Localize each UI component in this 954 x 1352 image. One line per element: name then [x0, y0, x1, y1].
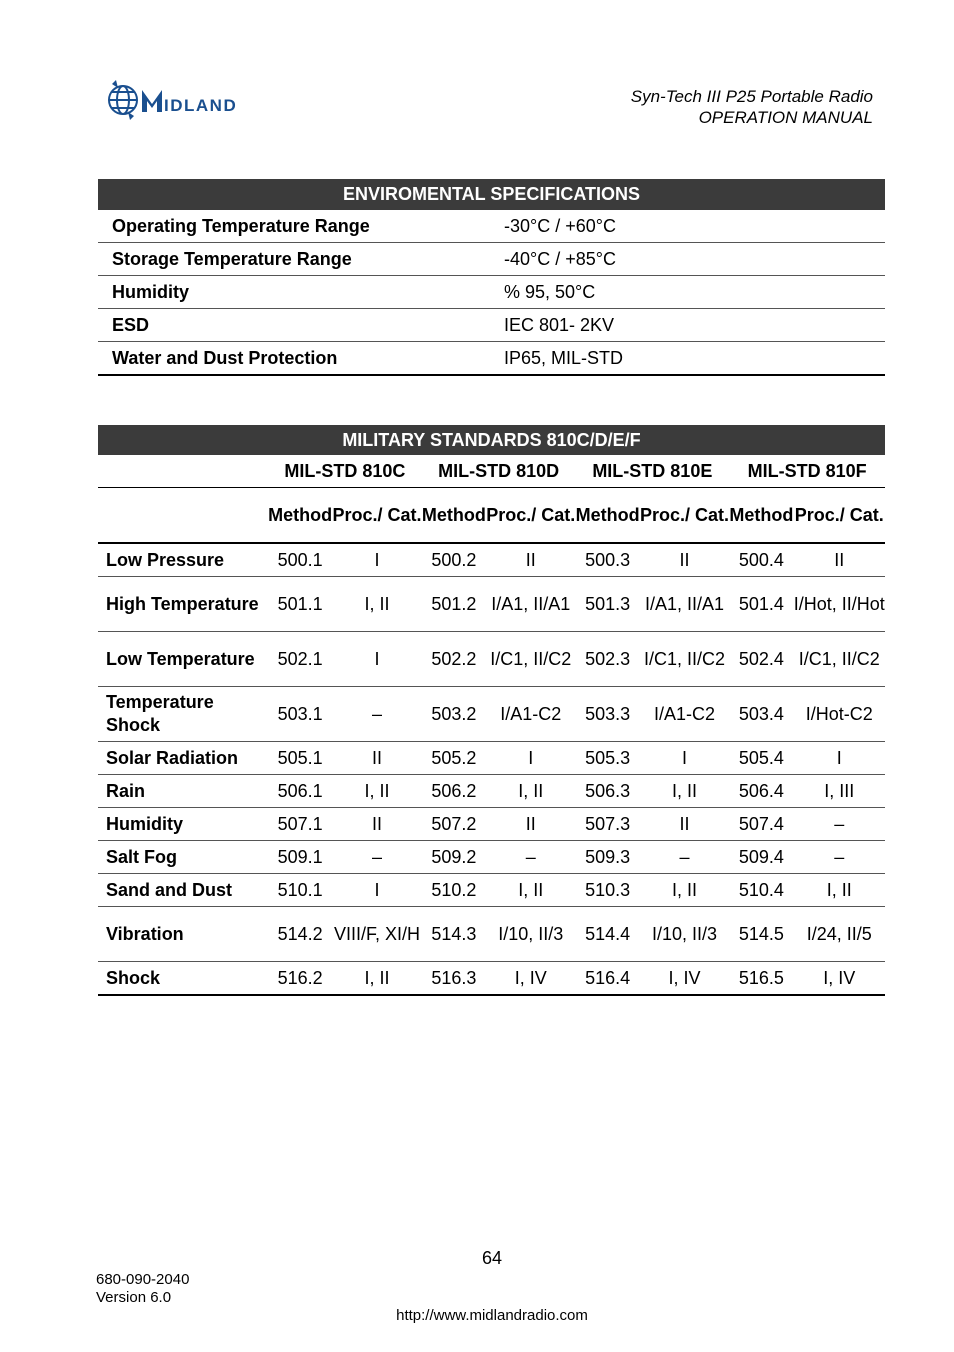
footer-url: http://www.midlandradio.com [396, 1307, 588, 1324]
document-header [631, 86, 873, 128]
proc-cat-cell: I [486, 742, 575, 775]
proc-cat-cell: I/C1, II/C2 [640, 632, 729, 687]
method-cell: 502.4 [729, 632, 793, 687]
proc-cat-cell: II [332, 742, 421, 775]
method-header: Method [268, 488, 332, 544]
proc-cat-cell: I/10, II/3 [640, 907, 729, 962]
method-cell: 500.1 [268, 543, 332, 577]
subheader-row [98, 488, 885, 544]
proc-cat-cell: – [793, 841, 885, 874]
method-cell: 506.1 [268, 775, 332, 808]
method-cell: 500.2 [422, 543, 486, 577]
proc-cat-cell: I [332, 543, 421, 577]
proc-cat-cell: II [332, 808, 421, 841]
proc-cat-cell: I, II [486, 775, 575, 808]
proc-cat-cell: I [793, 742, 885, 775]
env-label: Storage Temperature Range [98, 243, 490, 276]
method-cell: 501.3 [575, 577, 639, 632]
method-cell: 506.4 [729, 775, 793, 808]
method-cell: 500.3 [575, 543, 639, 577]
env-value: % 95, 50°C [490, 276, 885, 309]
test-name: Rain [98, 775, 268, 808]
proc-cat-cell: I/A1, II/A1 [486, 577, 575, 632]
test-name: Temperature Shock [98, 687, 268, 742]
method-cell: 503.3 [575, 687, 639, 742]
method-cell: 501.2 [422, 577, 486, 632]
method-cell: 510.3 [575, 874, 639, 907]
mil-row [98, 687, 885, 742]
env-value: IP65, MIL-STD [490, 342, 885, 376]
proc-cat-header: Proc./ Cat. [793, 488, 885, 544]
method-cell: 514.4 [575, 907, 639, 962]
method-cell: 514.2 [268, 907, 332, 962]
proc-cat-cell: I, II [332, 577, 421, 632]
method-cell: 509.3 [575, 841, 639, 874]
proc-cat-cell: – [332, 687, 421, 742]
test-name: Low Temperature [98, 632, 268, 687]
method-cell: 506.2 [422, 775, 486, 808]
method-cell: 503.2 [422, 687, 486, 742]
proc-cat-cell: I [332, 874, 421, 907]
proc-cat-cell: – [332, 841, 421, 874]
page-number: 64 [481, 1248, 503, 1268]
test-name: Solar Radiation [98, 742, 268, 775]
method-header: Method [729, 488, 793, 544]
proc-cat-cell: I, II [486, 874, 575, 907]
proc-cat-cell: I/Hot-C2 [793, 687, 885, 742]
test-name: Low Pressure [98, 543, 268, 577]
method-cell: 516.3 [422, 962, 486, 996]
method-cell: 503.4 [729, 687, 793, 742]
mil-table-title: MILITARY STANDARDS 810C/D/E/F [98, 425, 885, 455]
version: Version 6.0 [96, 1289, 172, 1306]
proc-cat-cell: I, II [640, 874, 729, 907]
proc-cat-cell: I, IV [793, 962, 885, 996]
method-header: Method [422, 488, 486, 544]
env-table-title: ENVIROMENTAL SPECIFICATIONS [98, 179, 885, 210]
standard-header: MIL-STD 810F [729, 455, 885, 488]
env-row [98, 276, 885, 309]
env-value: -40°C / +85°C [490, 243, 885, 276]
method-cell: 507.4 [729, 808, 793, 841]
env-row [98, 342, 885, 376]
mil-row [98, 632, 885, 687]
blank-header-cell [98, 488, 268, 544]
method-cell: 510.2 [422, 874, 486, 907]
method-cell: 507.3 [575, 808, 639, 841]
proc-cat-cell: I [640, 742, 729, 775]
method-cell: 502.1 [268, 632, 332, 687]
mil-row [98, 775, 885, 808]
mil-row [98, 874, 885, 907]
mil-row [98, 808, 885, 841]
proc-cat-cell: I, IV [486, 962, 575, 996]
proc-cat-cell: I/A1, II/A1 [640, 577, 729, 632]
standard-header: MIL-STD 810E [575, 455, 729, 488]
method-cell: 505.1 [268, 742, 332, 775]
proc-cat-cell: I/A1-C2 [486, 687, 575, 742]
proc-cat-cell: – [486, 841, 575, 874]
method-cell: 507.2 [422, 808, 486, 841]
proc-cat-cell: I, II [793, 874, 885, 907]
method-cell: 502.2 [422, 632, 486, 687]
method-cell: 506.3 [575, 775, 639, 808]
method-cell: 516.4 [575, 962, 639, 996]
proc-cat-cell: VIII/F, XI/H [332, 907, 421, 962]
logo-text: IDLAND [164, 96, 238, 115]
proc-cat-cell: I/24, II/5 [793, 907, 885, 962]
method-cell: 510.1 [268, 874, 332, 907]
proc-cat-cell: I, II [332, 962, 421, 996]
method-cell: 503.1 [268, 687, 332, 742]
test-name: Sand and Dust [98, 874, 268, 907]
mil-row [98, 962, 885, 996]
proc-cat-cell: – [640, 841, 729, 874]
mil-row [98, 742, 885, 775]
method-cell: 514.3 [422, 907, 486, 962]
method-cell: 502.3 [575, 632, 639, 687]
proc-cat-cell: – [793, 808, 885, 841]
env-label: ESD [98, 309, 490, 342]
proc-cat-cell: I/Hot, II/Hot [793, 577, 885, 632]
method-cell: 505.3 [575, 742, 639, 775]
product-name: Syn-Tech III P25 Portable Radio [630, 87, 873, 106]
test-name: High Temperature [98, 577, 268, 632]
proc-cat-cell: I/10, II/3 [486, 907, 575, 962]
proc-cat-header: Proc./ Cat. [332, 488, 421, 544]
proc-cat-cell: I, III [793, 775, 885, 808]
footer-doc-info [96, 1271, 189, 1307]
method-cell: 507.1 [268, 808, 332, 841]
proc-cat-cell: II [486, 543, 575, 577]
proc-cat-cell: II [793, 543, 885, 577]
midland-logo [106, 80, 306, 122]
env-row [98, 309, 885, 342]
proc-cat-cell: I, II [332, 775, 421, 808]
test-name: Shock [98, 962, 268, 996]
method-cell: 509.2 [422, 841, 486, 874]
method-cell: 505.2 [422, 742, 486, 775]
standards-header-row [98, 455, 885, 488]
test-name: Humidity [98, 808, 268, 841]
env-value: IEC 801- 2KV [490, 309, 885, 342]
military-standards-table [98, 425, 885, 996]
method-cell: 516.5 [729, 962, 793, 996]
method-cell: 509.1 [268, 841, 332, 874]
proc-cat-cell: I, II [640, 775, 729, 808]
env-row [98, 243, 885, 276]
mil-row [98, 907, 885, 962]
proc-cat-header: Proc./ Cat. [640, 488, 729, 544]
environmental-spec-table [98, 179, 885, 376]
proc-cat-cell: II [640, 808, 729, 841]
method-cell: 509.4 [729, 841, 793, 874]
env-row [98, 210, 885, 243]
document-type: OPERATION MANUAL [698, 108, 873, 127]
method-cell: 500.4 [729, 543, 793, 577]
proc-cat-cell: I/A1-C2 [640, 687, 729, 742]
mil-row [98, 543, 885, 577]
proc-cat-cell: II [486, 808, 575, 841]
env-label: Water and Dust Protection [98, 342, 490, 376]
mil-row [98, 841, 885, 874]
method-cell: 501.1 [268, 577, 332, 632]
proc-cat-cell: I/C1, II/C2 [486, 632, 575, 687]
method-cell: 505.4 [729, 742, 793, 775]
method-cell: 501.4 [729, 577, 793, 632]
proc-cat-header: Proc./ Cat. [486, 488, 575, 544]
blank-header-cell [98, 455, 268, 488]
proc-cat-cell: I/C1, II/C2 [793, 632, 885, 687]
proc-cat-cell: I, IV [640, 962, 729, 996]
test-name: Salt Fog [98, 841, 268, 874]
standard-header: MIL-STD 810C [268, 455, 422, 488]
test-name: Vibration [98, 907, 268, 962]
doc-number: 680-090-2040 [96, 1271, 190, 1288]
method-cell: 516.2 [268, 962, 332, 996]
standard-header: MIL-STD 810D [422, 455, 576, 488]
proc-cat-cell: II [640, 543, 729, 577]
env-value: -30°C / +60°C [490, 210, 885, 243]
method-header: Method [575, 488, 639, 544]
proc-cat-cell: I [332, 632, 421, 687]
mil-row [98, 577, 885, 632]
method-cell: 510.4 [729, 874, 793, 907]
method-cell: 514.5 [729, 907, 793, 962]
env-label: Operating Temperature Range [98, 210, 490, 243]
env-label: Humidity [98, 276, 490, 309]
